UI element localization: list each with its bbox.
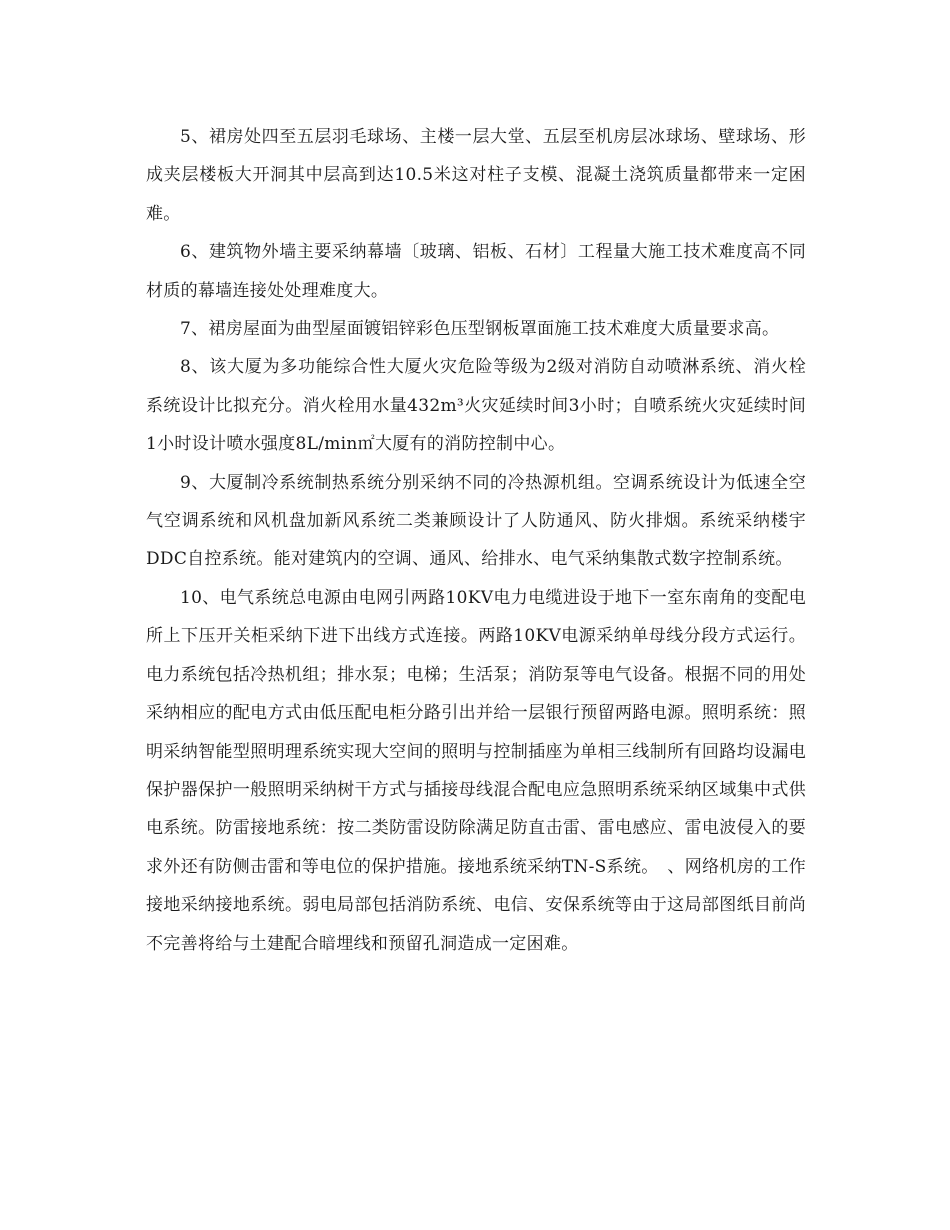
paragraph-10: 10、电气系统总电源由电网引两路10KV电力电缆进设于地下一室东南角的变配电所上下压开关柜采纳下进下出线方式连接。两路10KV电源采纳单母线分段方式运行。电力系统包括冷热机组；排水泵；电梯；生活泵；消防泵等电气设备。根据不同的用处采纳相应的配电方式由低压配电柜分路引出并给一层银行预留两路电源。照明系统：照明采纳智能型照明理系统实现大空间的照明与控制插座为单相三线制所有回路均设漏电保护器保护一般照明采纳树干方式与插接母线混合配电应急照明系统采纳区域集中式供电系统。防雷接地系统：按二类防雷设防除满足防直击雷、雷电感应、雷电波侵入的要求外还有防侧击雷和等电位的保护措施。接地系统采纳TN-S系统。 、网络机房的工作接地采纳接地系统。弱电局部包括消防系统、电信、安保系统等由于这局部图纸目前尚不完善将给与土建配合暗埋线和预留孔洞造成一定困难。: [146, 587, 806, 954]
paragraph-8: 8、该大厦为多功能综合性大厦火灾危险等级为2级对消防自动喷淋系统、消火栓系统设计比拟充分。消火栓用水量432m³火灾延续时间3小时；自喷系统火灾延续时间1小时设计喷水强度8L/min㎡大厦有的消防控制中心。: [146, 357, 806, 455]
document-body: [146, 118, 806, 963]
paragraph-5: 5、裙房处四至五层羽毛球场、主楼一层大堂、五层至机房层冰球场、壁球场、形成夹层楼板大开洞其中层高到达10.5米这对柱子支模、混凝土浇筑质量都带来一定困难。: [146, 127, 806, 224]
paragraph-9: 9、大厦制冷系统制热系统分别采纳不同的冷热源机组。空调系统设计为低速全空气空调系统和风机盘加新风系统二类兼顾设计了人防通风、防火排烟。系统采纳楼宇DDC自控系统。能对建筑内的空调、通风、给排水、电气采纳集散式数字控制系统。: [146, 472, 806, 570]
paragraph-7: 7、裙房屋面为曲型屋面镀铝锌彩色压型钢板罩面施工技术难度大质量要求高。: [180, 319, 780, 340]
paragraph-6: 6、建筑物外墙主要采纳幕墙〔玻璃、铝板、石材〕工程量大施工技术难度高不同材质的幕墙连接处处理难度大。: [146, 242, 806, 301]
